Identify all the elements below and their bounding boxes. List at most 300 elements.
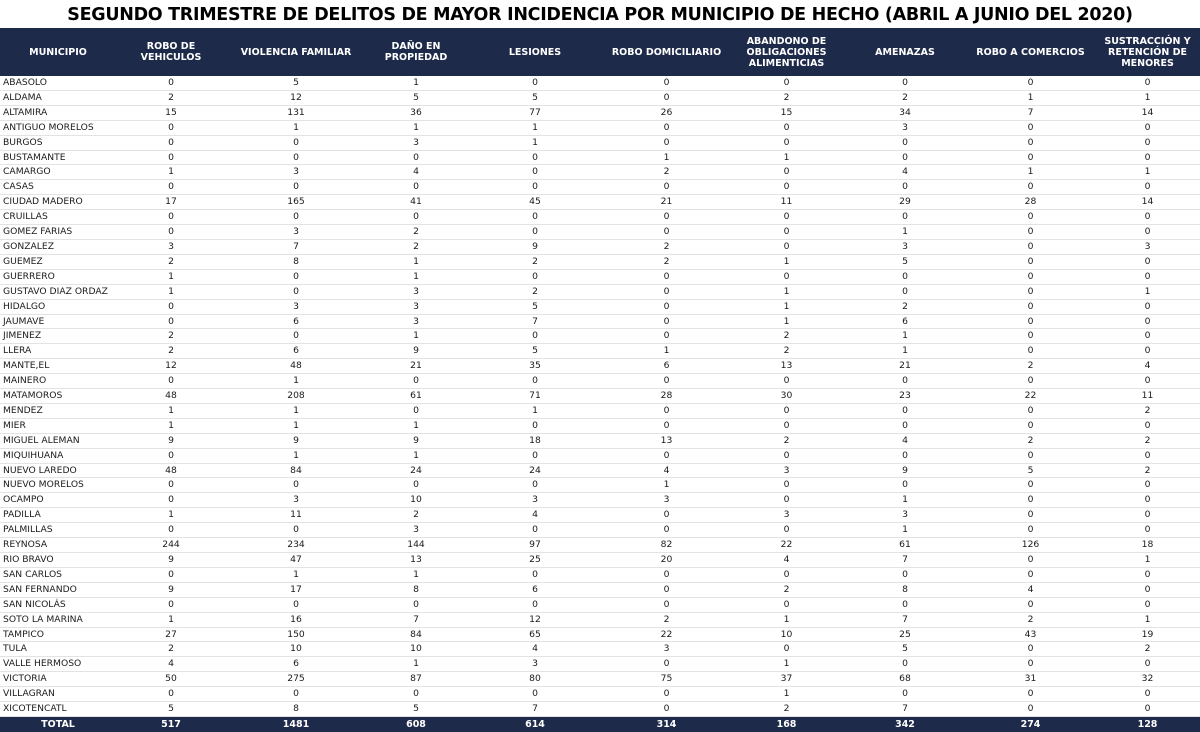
municipio-cell: TULA	[3, 643, 27, 655]
value-cell: 0	[293, 479, 299, 491]
value-cell: 1	[293, 121, 299, 133]
value-cell: 2	[1027, 613, 1034, 625]
value-cell: 68	[899, 673, 911, 685]
value-cell: 0	[413, 404, 419, 416]
value-cell: 5	[532, 300, 538, 312]
table-row	[0, 553, 1200, 568]
value-cell: 3	[902, 240, 908, 252]
table-row	[0, 374, 1200, 389]
value-cell: 3	[902, 509, 908, 521]
value-cell: 0	[168, 136, 174, 148]
municipio-cell: OCAMPO	[3, 494, 44, 506]
value-cell: 5	[532, 345, 538, 357]
table-row	[0, 418, 1200, 433]
value-cell: 3	[168, 240, 174, 252]
value-cell: 0	[783, 211, 790, 223]
value-cell: 0	[783, 524, 790, 536]
value-cell: 10	[290, 643, 302, 655]
table-row	[0, 269, 1200, 284]
table-row	[0, 627, 1200, 642]
value-cell: 0	[783, 568, 790, 580]
value-cell: 0	[1144, 345, 1151, 357]
value-cell: 30	[780, 390, 793, 402]
value-cell: 13	[410, 554, 422, 565]
value-cell: 0	[532, 270, 538, 282]
table-row	[0, 403, 1200, 418]
value-cell: 35	[529, 360, 541, 372]
value-cell: 4	[532, 643, 538, 655]
value-cell: 0	[663, 703, 670, 715]
value-cell: 0	[413, 598, 419, 610]
value-cell: 4	[663, 464, 670, 476]
table-row	[0, 463, 1200, 478]
value-cell: 0	[1027, 688, 1034, 700]
value-cell: 18	[1141, 539, 1154, 551]
value-cell: 0	[1144, 330, 1151, 342]
value-cell: 3	[663, 494, 670, 506]
value-cell: 0	[1144, 136, 1151, 148]
value-cell: 82	[660, 539, 673, 551]
value-cell: 0	[1027, 121, 1034, 133]
value-cell: 144	[407, 539, 425, 551]
table-row	[0, 582, 1200, 597]
table-row	[0, 180, 1200, 195]
value-cell: 1	[168, 285, 174, 297]
municipio-cell: TAMPICO	[3, 628, 45, 640]
value-cell: 0	[663, 568, 670, 580]
value-cell: 4	[532, 509, 538, 521]
value-cell: 0	[902, 658, 908, 670]
value-cell: 2	[1144, 643, 1151, 655]
table-row	[0, 448, 1200, 463]
value-cell: 0	[663, 658, 670, 670]
value-cell: 0	[1144, 583, 1151, 595]
value-cell: 22	[1024, 390, 1037, 402]
value-cell: 0	[293, 151, 299, 163]
value-cell: 1	[413, 449, 419, 461]
value-cell: 0	[293, 211, 299, 223]
value-cell: 0	[1144, 255, 1151, 267]
value-cell: 9	[413, 434, 419, 446]
value-cell: 0	[902, 404, 908, 416]
value-cell: 4	[783, 554, 790, 565]
total-cell: 128	[1095, 716, 1200, 732]
value-cell: 0	[783, 494, 790, 506]
value-cell: 0	[902, 449, 908, 461]
value-cell: 61	[410, 390, 422, 402]
value-cell: 0	[1144, 121, 1151, 133]
value-cell: 0	[168, 449, 174, 461]
value-cell: 0	[902, 77, 908, 88]
value-cell: 0	[783, 598, 790, 610]
value-cell: 7	[1027, 106, 1034, 118]
value-cell: 2	[168, 643, 174, 655]
municipio-cell: GONZALEZ	[3, 240, 55, 252]
table-row	[0, 90, 1200, 105]
value-cell: 6	[293, 658, 299, 670]
col-header-robo-domiciliario: ROBO DOMICILIARIO	[604, 28, 729, 76]
value-cell: 7	[902, 554, 908, 565]
value-cell: 0	[663, 77, 670, 88]
value-cell: 1	[293, 375, 299, 387]
col-header-sustraccion-menores: SUSTRACCIÓN Y RETENCIÓN DE MENORES	[1095, 28, 1200, 76]
col-header-amenazas: AMENAZAS	[844, 28, 966, 76]
table-row	[0, 225, 1200, 240]
value-cell: 1	[413, 121, 419, 133]
value-cell: 0	[1144, 479, 1151, 491]
table-row	[0, 150, 1200, 165]
value-cell: 0	[1144, 226, 1151, 238]
value-cell: 27	[165, 628, 177, 640]
value-cell: 47	[290, 554, 302, 565]
value-cell: 0	[413, 211, 419, 223]
municipio-cell: ALDAMA	[3, 91, 42, 103]
value-cell: 17	[290, 583, 302, 595]
value-cell: 41	[410, 196, 422, 208]
municipio-cell: VALLE HERMOSO	[3, 658, 82, 670]
value-cell: 23	[899, 390, 911, 402]
value-cell: 5	[902, 255, 908, 267]
value-cell: 4	[902, 166, 908, 178]
municipio-cell: ABASOLO	[3, 77, 47, 88]
value-cell: 15	[780, 106, 793, 118]
value-cell: 0	[532, 449, 538, 461]
value-cell: 1	[902, 345, 908, 357]
value-cell: 20	[660, 554, 673, 565]
value-cell: 3	[293, 226, 299, 238]
value-cell: 1	[413, 330, 419, 342]
value-cell: 0	[902, 479, 908, 491]
value-cell: 0	[663, 136, 670, 148]
value-cell: 0	[902, 151, 908, 163]
value-cell: 5	[413, 91, 419, 103]
value-cell: 5	[532, 91, 538, 103]
value-cell: 9	[902, 464, 908, 476]
value-cell: 0	[168, 300, 174, 312]
value-cell: 0	[168, 315, 174, 327]
total-cell: 1481	[226, 716, 366, 732]
value-cell: 0	[532, 226, 538, 238]
value-cell: 45	[529, 196, 541, 208]
value-cell: 43	[1024, 628, 1037, 640]
value-cell: 1	[902, 494, 908, 506]
value-cell: 1	[783, 285, 790, 297]
value-cell: 0	[663, 524, 670, 536]
table-row	[0, 359, 1200, 374]
municipio-cell: XICOTENCATL	[3, 703, 67, 715]
value-cell: 0	[293, 598, 299, 610]
value-cell: 32	[1141, 673, 1154, 685]
total-cell: 614	[466, 716, 604, 732]
value-cell: 4	[902, 434, 908, 446]
total-label: TOTAL	[0, 716, 116, 732]
value-cell: 0	[1027, 375, 1034, 387]
value-cell: 0	[663, 226, 670, 238]
table-row	[0, 329, 1200, 344]
value-cell: 0	[1027, 449, 1034, 461]
value-cell: 0	[532, 688, 538, 700]
value-cell: 9	[168, 583, 174, 595]
value-cell: 1	[413, 419, 419, 431]
value-cell: 1	[1144, 285, 1151, 297]
value-cell: 0	[1027, 270, 1034, 282]
municipio-cell: PADILLA	[3, 509, 41, 521]
value-cell: 0	[293, 688, 299, 700]
table-row	[0, 612, 1200, 627]
value-cell: 0	[1144, 419, 1151, 431]
value-cell: 25	[529, 554, 541, 565]
value-cell: 0	[532, 151, 538, 163]
table-row	[0, 687, 1200, 702]
value-cell: 4	[1027, 583, 1034, 595]
value-cell: 12	[290, 91, 302, 103]
value-cell: 3	[413, 524, 419, 536]
value-cell: 0	[783, 479, 790, 491]
value-cell: 0	[663, 285, 670, 297]
value-cell: 0	[1027, 300, 1034, 312]
value-cell: 7	[902, 613, 908, 625]
value-cell: 234	[287, 539, 305, 551]
value-cell: 0	[1144, 151, 1151, 163]
value-cell: 10	[410, 643, 422, 655]
value-cell: 0	[663, 688, 670, 700]
value-cell: 0	[1027, 240, 1034, 252]
value-cell: 0	[293, 181, 299, 193]
value-cell: 9	[413, 345, 419, 357]
value-cell: 28	[660, 390, 673, 402]
value-cell: 9	[293, 434, 299, 446]
value-cell: 2	[413, 240, 419, 252]
municipio-cell: SAN FERNANDO	[3, 583, 77, 595]
value-cell: 12	[529, 613, 541, 625]
municipio-cell: GUERRERO	[3, 270, 55, 282]
value-cell: 6	[663, 360, 670, 372]
value-cell: 0	[663, 419, 670, 431]
value-cell: 1	[413, 77, 419, 88]
value-cell: 0	[532, 375, 538, 387]
value-cell: 2	[168, 330, 174, 342]
table-row	[0, 314, 1200, 329]
municipio-cell: CASAS	[3, 181, 34, 193]
value-cell: 2	[783, 91, 790, 103]
value-cell: 29	[899, 196, 911, 208]
value-cell: 0	[293, 270, 299, 282]
value-cell: 13	[780, 360, 793, 372]
value-cell: 0	[663, 211, 670, 223]
value-cell: 0	[663, 315, 670, 327]
value-cell: 0	[663, 270, 670, 282]
value-cell: 9	[168, 554, 174, 565]
value-cell: 7	[902, 703, 908, 715]
value-cell: 0	[168, 494, 174, 506]
value-cell: 19	[1141, 628, 1154, 640]
value-cell: 8	[293, 255, 299, 267]
value-cell: 0	[1027, 494, 1034, 506]
value-cell: 0	[902, 598, 908, 610]
value-cell: 5	[293, 77, 299, 88]
value-cell: 0	[783, 643, 790, 655]
value-cell: 3	[413, 285, 419, 297]
value-cell: 9	[168, 434, 174, 446]
table-row	[0, 239, 1200, 254]
table-row	[0, 254, 1200, 269]
col-header-violencia-familiar: VIOLENCIA FAMILIAR	[226, 28, 366, 76]
municipio-cell: BURGOS	[3, 136, 43, 148]
value-cell: 1	[783, 315, 790, 327]
value-cell: 5	[413, 703, 419, 715]
municipio-cell: MAINERO	[3, 375, 47, 387]
value-cell: 2	[1144, 434, 1151, 446]
value-cell: 0	[1027, 568, 1034, 580]
value-cell: 0	[413, 181, 419, 193]
value-cell: 0	[532, 166, 538, 178]
total-cell: 314	[604, 716, 729, 732]
value-cell: 0	[532, 479, 538, 491]
value-cell: 0	[168, 226, 174, 238]
value-cell: 0	[1027, 419, 1034, 431]
value-cell: 2	[663, 166, 670, 178]
value-cell: 0	[783, 77, 790, 88]
value-cell: 31	[1024, 673, 1037, 685]
value-cell: 0	[1144, 77, 1151, 88]
municipio-cell: HIDALGO	[3, 300, 46, 312]
value-cell: 1	[783, 613, 790, 625]
value-cell: 1	[1144, 166, 1151, 178]
municipio-cell: REYNOSA	[3, 539, 48, 551]
value-cell: 1	[168, 404, 174, 416]
value-cell: 8	[413, 583, 419, 595]
value-cell: 0	[1027, 479, 1034, 491]
municipio-cell: CAMARGO	[3, 166, 51, 178]
value-cell: 0	[1027, 703, 1034, 715]
value-cell: 0	[902, 688, 908, 700]
value-cell: 0	[532, 568, 538, 580]
value-cell: 84	[290, 464, 302, 476]
table-row	[0, 210, 1200, 225]
value-cell: 11	[1141, 390, 1154, 402]
value-cell: 0	[1027, 136, 1034, 148]
value-cell: 0	[1027, 255, 1034, 267]
value-cell: 0	[1144, 315, 1151, 327]
value-cell: 0	[168, 375, 174, 387]
value-cell: 1	[1027, 166, 1034, 178]
value-cell: 0	[1027, 658, 1034, 670]
value-cell: 0	[413, 688, 419, 700]
value-cell: 34	[899, 106, 911, 118]
value-cell: 0	[1027, 554, 1034, 565]
value-cell: 0	[168, 568, 174, 580]
value-cell: 2	[663, 613, 670, 625]
value-cell: 48	[165, 464, 177, 476]
value-cell: 131	[287, 106, 305, 118]
value-cell: 0	[1027, 226, 1034, 238]
value-cell: 150	[287, 628, 305, 640]
value-cell: 5	[902, 643, 908, 655]
value-cell: 2	[532, 255, 538, 267]
value-cell: 0	[1027, 285, 1034, 297]
value-cell: 3	[532, 658, 538, 670]
value-cell: 1	[293, 404, 299, 416]
value-cell: 0	[532, 181, 538, 193]
value-cell: 50	[165, 673, 177, 685]
total-cell: 274	[966, 716, 1095, 732]
value-cell: 0	[532, 598, 538, 610]
value-cell: 0	[1144, 181, 1151, 193]
table-row	[0, 478, 1200, 493]
value-cell: 8	[902, 583, 908, 595]
value-cell: 0	[1144, 688, 1151, 700]
value-cell: 275	[287, 673, 305, 685]
value-cell: 0	[1027, 211, 1034, 223]
value-cell: 10	[780, 628, 793, 640]
municipio-cell: BUSTAMANTE	[3, 151, 66, 163]
total-cell: 168	[729, 716, 844, 732]
value-cell: 2	[532, 285, 538, 297]
value-cell: 1	[902, 330, 908, 342]
table-row	[0, 523, 1200, 538]
value-cell: 77	[529, 106, 541, 118]
value-cell: 165	[287, 196, 305, 208]
municipio-cell: SAN CARLOS	[3, 568, 63, 580]
municipio-cell: CRUILLAS	[3, 211, 48, 223]
value-cell: 1	[783, 255, 790, 267]
value-cell: 0	[663, 300, 670, 312]
table-row	[0, 195, 1200, 210]
value-cell: 0	[663, 121, 670, 133]
value-cell: 1	[413, 658, 419, 670]
value-cell: 65	[529, 628, 541, 640]
table-row	[0, 672, 1200, 687]
municipio-cell: VILLAGRAN	[3, 688, 55, 700]
col-header-robo-vehiculos: ROBO DE VEHICULOS	[116, 28, 226, 76]
municipio-cell: ANTIGUO MORELOS	[3, 121, 94, 133]
value-cell: 0	[783, 270, 790, 282]
value-cell: 0	[1027, 330, 1034, 342]
value-cell: 11	[780, 196, 793, 208]
value-cell: 0	[783, 375, 790, 387]
total-cell: 608	[366, 716, 466, 732]
value-cell: 0	[532, 419, 538, 431]
value-cell: 10	[410, 494, 422, 506]
value-cell: 2	[1144, 464, 1151, 476]
value-cell: 25	[899, 628, 911, 640]
value-cell: 97	[529, 539, 541, 551]
value-cell: 7	[293, 240, 299, 252]
value-cell: 1	[168, 509, 174, 521]
crime-table	[0, 28, 1200, 732]
value-cell: 2	[413, 509, 419, 521]
municipio-cell: SOTO LA MARINA	[3, 613, 83, 625]
value-cell: 0	[1144, 300, 1151, 312]
value-cell: 0	[1144, 509, 1151, 521]
value-cell: 0	[1027, 598, 1034, 610]
value-cell: 208	[287, 390, 305, 402]
municipio-cell: MENDEZ	[3, 404, 43, 416]
value-cell: 61	[899, 539, 911, 551]
value-cell: 3	[1144, 240, 1151, 252]
value-cell: 48	[290, 360, 302, 372]
table-row	[0, 567, 1200, 582]
table-row	[0, 76, 1200, 90]
value-cell: 0	[663, 404, 670, 416]
value-cell: 3	[413, 315, 419, 327]
table-row	[0, 299, 1200, 314]
value-cell: 1	[532, 404, 538, 416]
municipio-cell: JIMENEZ	[3, 330, 42, 342]
value-cell: 2	[1144, 404, 1151, 416]
value-cell: 0	[413, 375, 419, 387]
value-cell: 0	[783, 404, 790, 416]
